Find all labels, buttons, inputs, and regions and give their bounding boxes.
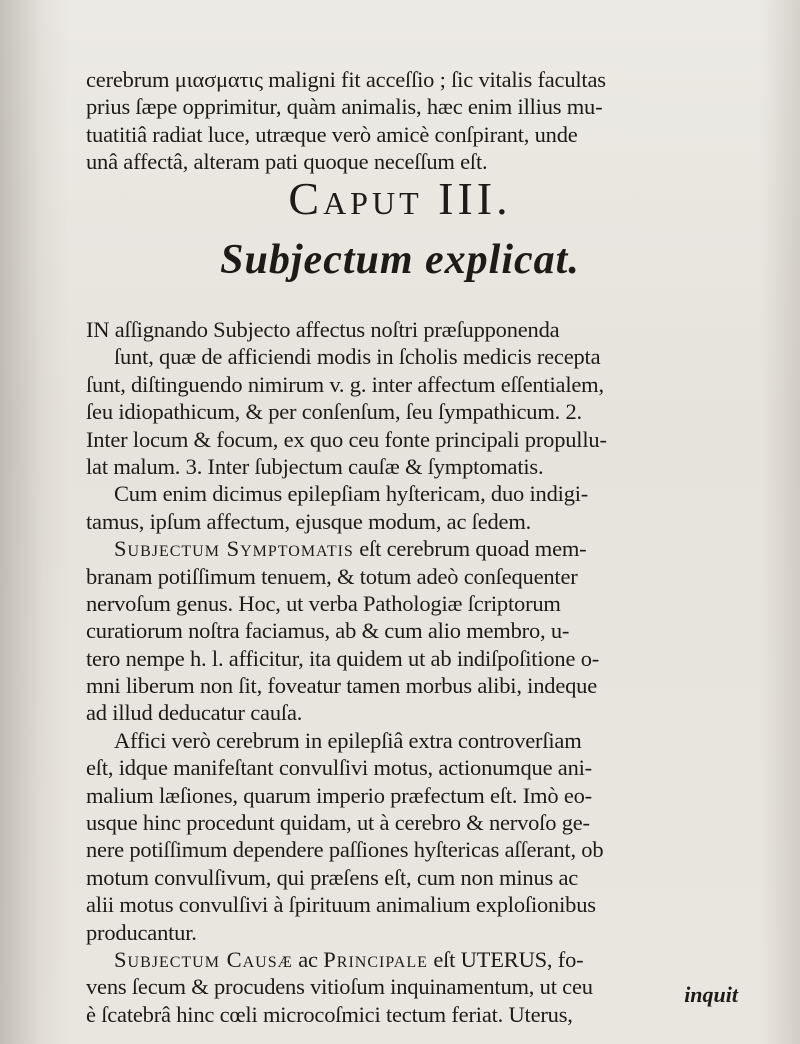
text-line: tero nempe h. l. afficitur, ita quidem ut ab indiſpoſitione o- [86, 645, 600, 671]
text-line: usque hinc procedunt quidam, ut à cerebro & nervoſo ge- [86, 810, 590, 836]
text-line: curatiorum noſtra faciamus, ab & cum alio membro, u- [86, 618, 570, 644]
text-line: ſunt, diſtinguendo nimirum v. g. inter affectum eſſentialem, [86, 371, 604, 397]
text-line: ſunt, quæ de afficiendi modis in ſcholis medicis recepta [114, 344, 601, 370]
text-line: prius ſæpe opprimitur, quàm animalis, hæc enim illius mu- [86, 94, 603, 120]
text-line: nervoſum genus. Hoc, ut verba Pathologiæ ſcriptorum [86, 590, 561, 616]
text-line: ſeu idiopathicum, & per conſenſum, ſeu ſympathicum. 2. [86, 399, 582, 425]
text-line: IN aſſignando Subjecto affectus noſtri præſupponenda [86, 317, 560, 342]
text-run: ac [292, 946, 324, 972]
chapter-subtitle: Subjectum explicat. [220, 237, 580, 283]
continuation-paragraph [86, 66, 776, 176]
text-line: tamus, ipſum affectum, ejusque modum, ac ſedem. [86, 508, 532, 534]
gutter-shadow [0, 0, 70, 1044]
text-line: alii motus convulſivi à ſpirituum animalium exploſionibus [86, 892, 596, 918]
text-line: tuatitiâ radiat luce, utræque verò amicè conſpirant, unde [86, 121, 578, 147]
text-line: eſt, idque manifeſtant convulſivi motus, actionumque ani- [86, 755, 592, 781]
text-line: mni liberum non ſit, foveatur tamen morbus alibi, indeque [86, 673, 597, 699]
text-line: branam potiſſimum tenuem, & totum adeò conſequenter [86, 563, 578, 589]
text-line: vens ſecum & procudens vitioſum inquinamentum, ut ceu [86, 974, 593, 1000]
text-line: cerebrum μιασματις maligni fit acceſſio ; ſic vitalis facultas [86, 67, 606, 92]
text-line: Cum enim dicimus epilepſiam hyſtericam, duo indigi- [114, 481, 589, 507]
text-line: ad illud deducatur cauſa. [86, 700, 303, 726]
text-line [86, 946, 776, 973]
text-line: Affici verò cerebrum in epilepſiâ extra controverſiam [114, 727, 582, 753]
small-caps-term: Subjectum Causæ [114, 946, 293, 972]
small-caps-term: Principale [323, 946, 428, 972]
text-run: eſt UTERUS, fo- [427, 946, 584, 972]
text-line: Inter locum & focum, ex quo ceu fonte principali propullu- [86, 426, 607, 452]
text-line [86, 535, 776, 562]
text-line: è ſcatebrâ hinc cœli microcoſmici tectum feriat. Uterus, [86, 1001, 573, 1027]
text-run: eſt cerebrum quoad mem- [353, 536, 587, 562]
text-line: nere potiſſimum dependere paſſiones hyſtericas aſſerant, ob [86, 837, 604, 863]
text-line: motum convulſivum, qui præſens eſt, cum non minus ac [86, 864, 579, 890]
text-line: producantur. [86, 919, 197, 945]
text-line: unâ affectâ, alteram pati quoque neceſſum eſt. [86, 149, 488, 175]
text-line: lat malum. 3. Inter ſubjectum cauſæ & ſymptomatis. [86, 453, 544, 479]
chapter-heading: Caput III. [288, 173, 512, 224]
catchword: inquit [684, 982, 738, 1007]
small-caps-term: Subjectum Symptomatis [114, 536, 354, 562]
text-line: malium læſiones, quarum imperio præfectum eſt. Imò eo- [86, 782, 592, 808]
chapter-body [86, 316, 776, 1028]
